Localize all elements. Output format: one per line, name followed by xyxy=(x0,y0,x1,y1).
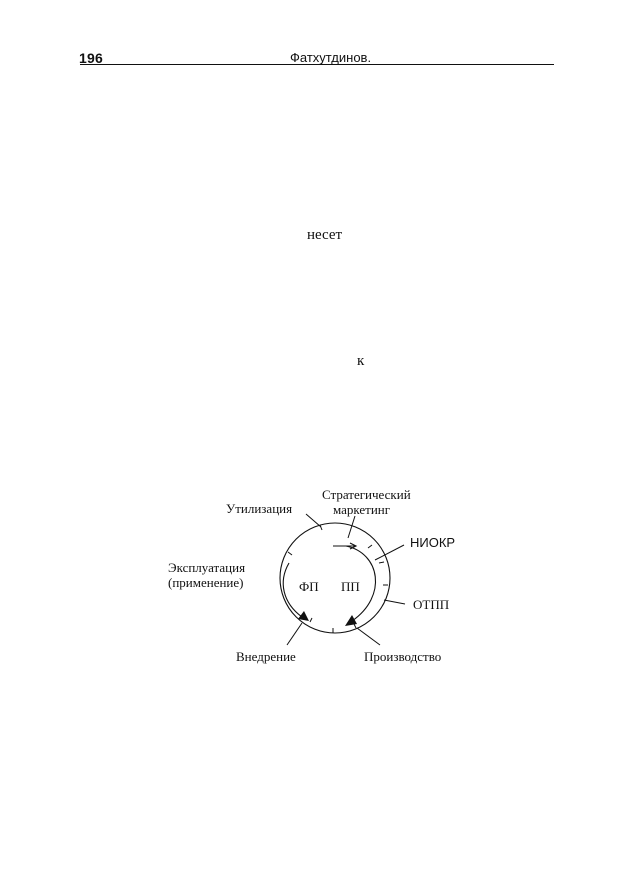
running-head: Фатхутдинов. xyxy=(290,50,372,65)
label-pp: ПП xyxy=(341,579,360,594)
label-fp: ФП xyxy=(299,579,319,594)
page-number: 196 xyxy=(79,50,103,66)
leader-strategic-marketing xyxy=(348,516,355,538)
tick-mark xyxy=(310,618,312,622)
text-fragment: несет xyxy=(307,227,343,243)
tick-mark xyxy=(368,545,372,548)
label-niokr: НИОКР xyxy=(410,535,456,550)
leader-production xyxy=(357,628,380,645)
leader-otpp xyxy=(384,600,405,604)
tick-mark xyxy=(354,624,356,628)
leader-niokr xyxy=(375,545,404,560)
text-fragment: к xyxy=(357,353,365,369)
label-otpp: ОТПП xyxy=(413,597,450,612)
leader-implementation xyxy=(287,623,302,645)
tick-mark xyxy=(379,562,384,563)
label-implementation: Внедрение xyxy=(236,649,296,664)
cycle-circle xyxy=(280,523,390,633)
label-utilization: Утилизация xyxy=(226,501,293,516)
label-production: Производство xyxy=(364,649,442,664)
label-strategic-marketing-2: маркетинг xyxy=(333,502,391,517)
pp-arrowhead xyxy=(345,615,357,626)
label-exploitation-1: Эксплуатация xyxy=(168,560,246,575)
label-strategic-marketing-1: Стратегический xyxy=(322,487,411,502)
label-exploitation-2: (применение) xyxy=(168,575,244,590)
leader-utilization xyxy=(306,514,321,527)
tick-mark xyxy=(288,552,292,555)
